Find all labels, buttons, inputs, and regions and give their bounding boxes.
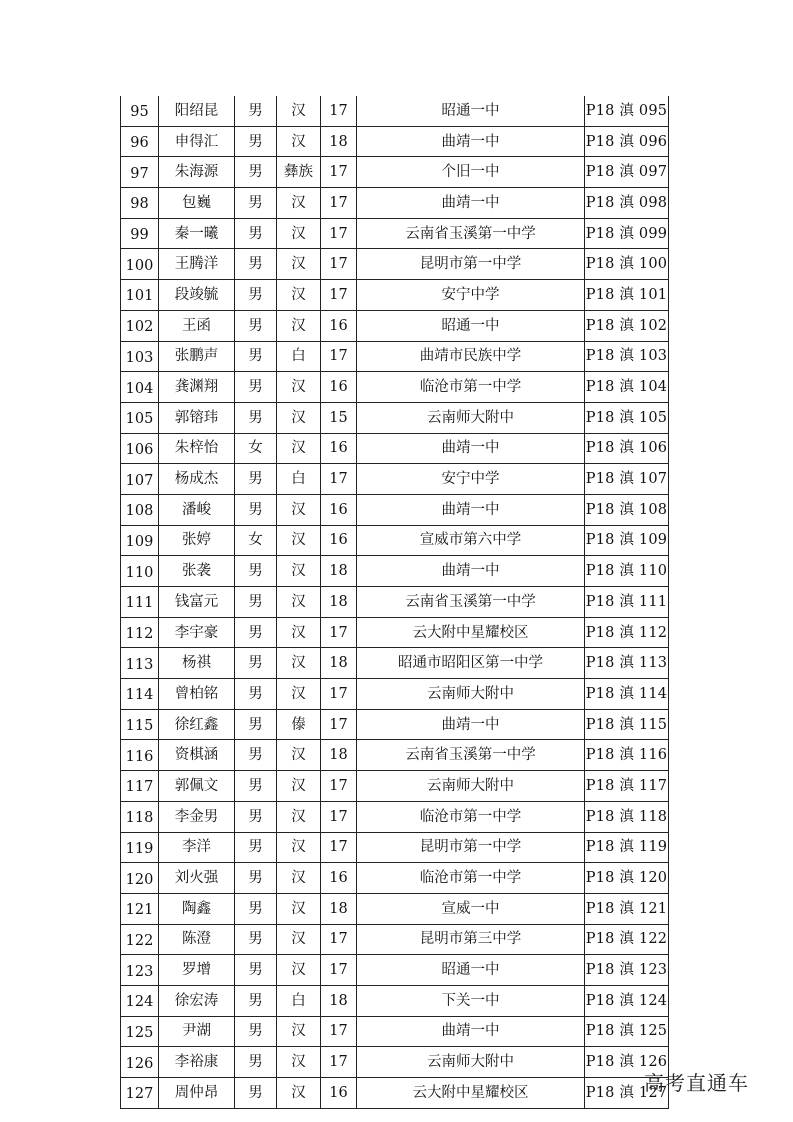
id-cell: P18 滇 121 [585,893,669,924]
row-number: 108 [121,494,159,525]
gender-cell: 男 [235,280,277,311]
gender-cell: 男 [235,832,277,863]
gender-cell: 男 [235,617,277,648]
ethnicity-cell: 白 [277,464,321,495]
school-cell: 云南省玉溪第一中学 [357,218,585,249]
row-number: 119 [121,832,159,863]
gender-cell: 男 [235,771,277,802]
ethnicity-cell: 汉 [277,1047,321,1078]
age-cell: 17 [321,617,357,648]
row-number: 127 [121,1078,159,1109]
table-row [121,249,669,280]
id-cell: P18 滇 101 [585,280,669,311]
student-name: 李裕康 [159,1047,235,1078]
age-cell: 17 [321,157,357,188]
id-cell: P18 滇 099 [585,218,669,249]
student-name: 郭佩文 [159,771,235,802]
school-cell: 曲靖一中 [357,709,585,740]
student-name: 尹湖 [159,1016,235,1047]
age-cell: 17 [321,1016,357,1047]
ethnicity-cell: 汉 [277,218,321,249]
age-cell: 17 [321,709,357,740]
school-cell: 安宁中学 [357,464,585,495]
student-name: 刘火强 [159,863,235,894]
id-cell: P18 滇 119 [585,832,669,863]
table-row [121,771,669,802]
ethnicity-cell: 汉 [277,1078,321,1109]
row-number: 100 [121,249,159,280]
student-name: 张袭 [159,556,235,587]
gender-cell: 男 [235,893,277,924]
age-cell: 17 [321,249,357,280]
watermark-text: 高考直通车 [644,1071,749,1095]
school-cell: 宣威市第六中学 [357,525,585,556]
school-cell: 宣威一中 [357,893,585,924]
row-number: 107 [121,464,159,495]
row-number: 106 [121,433,159,464]
id-cell: P18 滇 120 [585,863,669,894]
age-cell: 16 [321,863,357,894]
school-cell: 云南师大附中 [357,771,585,802]
row-number: 111 [121,587,159,618]
school-cell: 曲靖一中 [357,188,585,219]
student-name: 阳绍昆 [159,96,235,126]
gender-cell: 男 [235,679,277,710]
school-cell: 曲靖一中 [357,1016,585,1047]
school-cell: 临沧市第一中学 [357,863,585,894]
age-cell: 18 [321,587,357,618]
id-cell: P18 滇 112 [585,617,669,648]
age-cell: 17 [321,924,357,955]
age-cell: 17 [321,188,357,219]
id-cell: P18 滇 113 [585,648,669,679]
ethnicity-cell: 白 [277,985,321,1016]
gender-cell: 男 [235,1016,277,1047]
id-cell: P18 滇 118 [585,801,669,832]
student-name: 钱富元 [159,587,235,618]
student-name: 曾柏铭 [159,679,235,710]
row-number: 123 [121,955,159,986]
table-row [121,464,669,495]
ethnicity-cell: 汉 [277,771,321,802]
row-number: 121 [121,893,159,924]
ethnicity-cell: 汉 [277,955,321,986]
gender-cell: 男 [235,801,277,832]
gender-cell: 男 [235,126,277,157]
id-cell: P18 滇 122 [585,924,669,955]
age-cell: 17 [321,832,357,863]
table-row [121,587,669,618]
gender-cell: 女 [235,525,277,556]
ethnicity-cell: 汉 [277,96,321,126]
id-cell: P18 滇 111 [585,587,669,618]
school-cell: 曲靖一中 [357,433,585,464]
student-name: 杨祺 [159,648,235,679]
table-row [121,310,669,341]
age-cell: 17 [321,218,357,249]
age-cell: 18 [321,648,357,679]
student-name: 陶鑫 [159,893,235,924]
row-number: 117 [121,771,159,802]
ethnicity-cell: 汉 [277,372,321,403]
table-row [121,801,669,832]
row-number: 118 [121,801,159,832]
ethnicity-cell: 汉 [277,740,321,771]
student-name: 陈澄 [159,924,235,955]
age-cell: 16 [321,494,357,525]
age-cell: 17 [321,1047,357,1078]
gender-cell: 男 [235,1047,277,1078]
gender-cell: 男 [235,648,277,679]
row-number: 113 [121,648,159,679]
row-number: 96 [121,126,159,157]
row-number: 98 [121,188,159,219]
school-cell: 临沧市第一中学 [357,372,585,403]
id-cell: P18 滇 117 [585,771,669,802]
row-number: 122 [121,924,159,955]
table-row [121,893,669,924]
school-cell: 安宁中学 [357,280,585,311]
ethnicity-cell: 汉 [277,126,321,157]
row-number: 116 [121,740,159,771]
gender-cell: 男 [235,249,277,280]
school-cell: 昆明市第三中学 [357,924,585,955]
school-cell: 云南师大附中 [357,1047,585,1078]
ethnicity-cell: 汉 [277,801,321,832]
ethnicity-cell: 汉 [277,494,321,525]
age-cell: 17 [321,96,357,126]
ethnicity-cell: 汉 [277,924,321,955]
row-number: 120 [121,863,159,894]
table-row [121,863,669,894]
age-cell: 16 [321,1078,357,1109]
row-number: 101 [121,280,159,311]
student-name: 杨成杰 [159,464,235,495]
gender-cell: 男 [235,464,277,495]
id-cell: P18 滇 103 [585,341,669,372]
student-name: 秦一曦 [159,218,235,249]
row-number: 109 [121,525,159,556]
student-name: 资棋涵 [159,740,235,771]
id-cell: P18 滇 123 [585,955,669,986]
age-cell: 17 [321,771,357,802]
age-cell: 18 [321,985,357,1016]
gender-cell: 女 [235,433,277,464]
age-cell: 16 [321,310,357,341]
school-cell: 昭通一中 [357,96,585,126]
student-name: 段竣毓 [159,280,235,311]
age-cell: 17 [321,955,357,986]
gender-cell: 男 [235,709,277,740]
gender-cell: 男 [235,1078,277,1109]
ethnicity-cell: 汉 [277,648,321,679]
student-name: 郭镕玮 [159,402,235,433]
row-number: 99 [121,218,159,249]
school-cell: 云南省玉溪第一中学 [357,740,585,771]
school-cell: 云大附中星耀校区 [357,1078,585,1109]
table-row [121,985,669,1016]
gender-cell: 男 [235,96,277,126]
gender-cell: 男 [235,985,277,1016]
gender-cell: 男 [235,955,277,986]
table-row [121,280,669,311]
age-cell: 17 [321,464,357,495]
roster-table [120,96,669,1109]
school-cell: 昆明市第一中学 [357,832,585,863]
student-name: 周仲昂 [159,1078,235,1109]
student-name: 李宇豪 [159,617,235,648]
ethnicity-cell: 汉 [277,587,321,618]
school-cell: 云南省玉溪第一中学 [357,587,585,618]
id-cell: P18 滇 125 [585,1016,669,1047]
table-row [121,126,669,157]
id-cell: P18 滇 110 [585,556,669,587]
student-name: 王函 [159,310,235,341]
ethnicity-cell: 汉 [277,556,321,587]
school-cell: 曲靖一中 [357,126,585,157]
table-row [121,218,669,249]
ethnicity-cell: 汉 [277,863,321,894]
table-row [121,1078,669,1109]
roster-body [121,96,669,1108]
age-cell: 18 [321,556,357,587]
row-number: 125 [121,1016,159,1047]
student-name: 潘峻 [159,494,235,525]
ethnicity-cell: 汉 [277,280,321,311]
student-name: 徐宏涛 [159,985,235,1016]
student-name: 王腾洋 [159,249,235,280]
id-cell: P18 滇 126 [585,1047,669,1078]
school-cell: 临沧市第一中学 [357,801,585,832]
table-row [121,402,669,433]
student-name: 徐红鑫 [159,709,235,740]
gender-cell: 男 [235,863,277,894]
id-cell: P18 滇 098 [585,188,669,219]
table-row [121,525,669,556]
ethnicity-cell: 汉 [277,402,321,433]
row-number: 114 [121,679,159,710]
ethnicity-cell: 汉 [277,525,321,556]
table-row [121,709,669,740]
school-cell: 下关一中 [357,985,585,1016]
school-cell: 曲靖一中 [357,556,585,587]
row-number: 97 [121,157,159,188]
age-cell: 16 [321,525,357,556]
table-row [121,556,669,587]
id-cell: P18 滇 096 [585,126,669,157]
school-cell: 云南师大附中 [357,402,585,433]
row-number: 95 [121,96,159,126]
school-cell: 曲靖一中 [357,494,585,525]
id-cell: P18 滇 116 [585,740,669,771]
ethnicity-cell: 傣 [277,709,321,740]
age-cell: 15 [321,402,357,433]
gender-cell: 男 [235,310,277,341]
id-cell: P18 滇 106 [585,433,669,464]
id-cell: P18 滇 107 [585,464,669,495]
school-cell: 昭通一中 [357,955,585,986]
school-cell: 个旧一中 [357,157,585,188]
id-cell: P18 滇 108 [585,494,669,525]
school-cell: 云大附中星耀校区 [357,617,585,648]
row-number: 102 [121,310,159,341]
age-cell: 18 [321,740,357,771]
school-cell: 云南师大附中 [357,679,585,710]
gender-cell: 男 [235,556,277,587]
id-cell: P18 滇 124 [585,985,669,1016]
id-cell: P18 滇 100 [585,249,669,280]
ethnicity-cell: 汉 [277,310,321,341]
table-row [121,1047,669,1078]
table-row [121,157,669,188]
student-name: 李金男 [159,801,235,832]
id-cell: P18 滇 102 [585,310,669,341]
table-row [121,433,669,464]
row-number: 103 [121,341,159,372]
ethnicity-cell: 彝族 [277,157,321,188]
age-cell: 18 [321,126,357,157]
student-name: 朱梓怡 [159,433,235,464]
gender-cell: 男 [235,157,277,188]
age-cell: 17 [321,679,357,710]
table-row [121,341,669,372]
table-row [121,740,669,771]
ethnicity-cell: 汉 [277,617,321,648]
gender-cell: 男 [235,402,277,433]
gender-cell: 男 [235,587,277,618]
student-name: 张鹏声 [159,341,235,372]
school-cell: 昭通市昭阳区第一中学 [357,648,585,679]
id-cell: P18 滇 095 [585,96,669,126]
table-row [121,832,669,863]
id-cell: P18 滇 127 [585,1078,669,1109]
age-cell: 17 [321,280,357,311]
student-name: 李洋 [159,832,235,863]
row-number: 110 [121,556,159,587]
age-cell: 16 [321,372,357,403]
student-name: 罗增 [159,955,235,986]
ethnicity-cell: 汉 [277,433,321,464]
id-cell: P18 滇 105 [585,402,669,433]
ethnicity-cell: 汉 [277,188,321,219]
id-cell: P18 滇 109 [585,525,669,556]
gender-cell: 男 [235,494,277,525]
student-name: 包巍 [159,188,235,219]
student-name: 龚渊翔 [159,372,235,403]
ethnicity-cell: 白 [277,341,321,372]
gender-cell: 男 [235,740,277,771]
table-row [121,188,669,219]
student-name: 张婷 [159,525,235,556]
gender-cell: 男 [235,924,277,955]
id-cell: P18 滇 097 [585,157,669,188]
student-name: 朱海源 [159,157,235,188]
table-row [121,96,669,126]
age-cell: 17 [321,341,357,372]
gender-cell: 男 [235,218,277,249]
gender-cell: 男 [235,188,277,219]
age-cell: 16 [321,433,357,464]
school-cell: 昭通一中 [357,310,585,341]
row-number: 115 [121,709,159,740]
row-number: 104 [121,372,159,403]
table-row [121,494,669,525]
id-cell: P18 滇 114 [585,679,669,710]
table-row [121,372,669,403]
ethnicity-cell: 汉 [277,1016,321,1047]
school-cell: 曲靖市民族中学 [357,341,585,372]
ethnicity-cell: 汉 [277,679,321,710]
id-cell: P18 滇 115 [585,709,669,740]
table-row [121,1016,669,1047]
ethnicity-cell: 汉 [277,249,321,280]
table-row [121,924,669,955]
row-number: 124 [121,985,159,1016]
gender-cell: 男 [235,341,277,372]
ethnicity-cell: 汉 [277,832,321,863]
age-cell: 18 [321,893,357,924]
student-name: 申得汇 [159,126,235,157]
row-number: 126 [121,1047,159,1078]
table-row [121,955,669,986]
gender-cell: 男 [235,372,277,403]
table-row [121,617,669,648]
table-row [121,679,669,710]
row-number: 105 [121,402,159,433]
id-cell: P18 滇 104 [585,372,669,403]
row-number: 112 [121,617,159,648]
age-cell: 17 [321,801,357,832]
school-cell: 昆明市第一中学 [357,249,585,280]
table-row [121,648,669,679]
ethnicity-cell: 汉 [277,893,321,924]
